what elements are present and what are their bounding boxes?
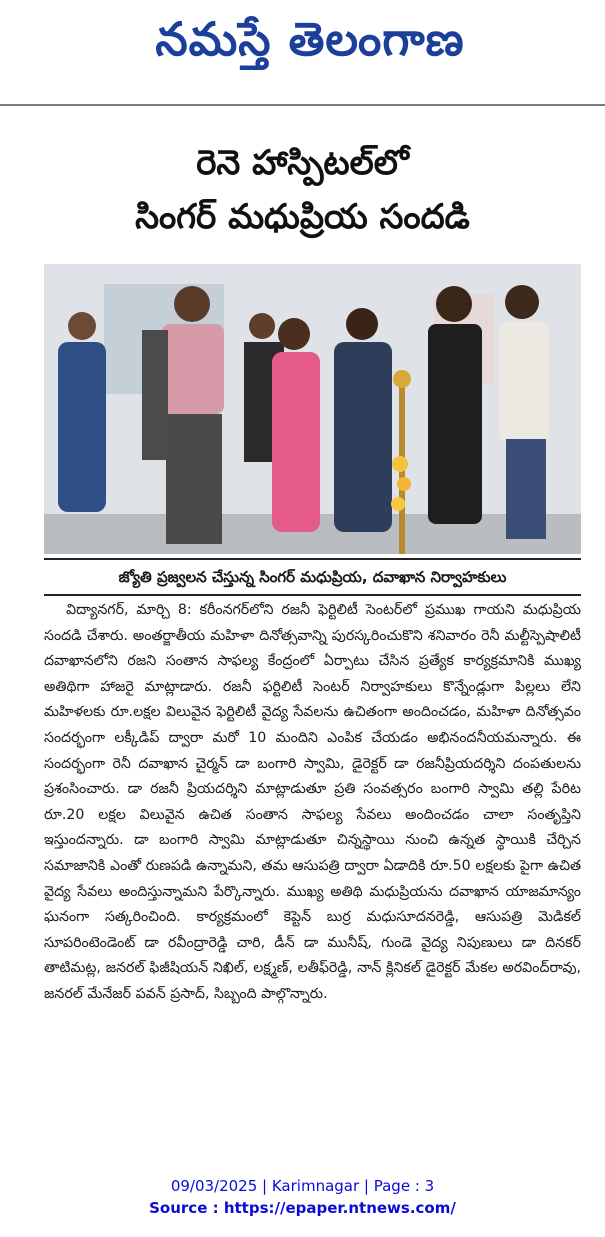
photo-illustration [44, 264, 581, 554]
article-paragraph: విద్యానగర్, మార్చి 8: కరీంనగర్‌లోని రజనీ ఫెర్టిలిటీ సెంటర్‌లో ప్రముఖ గాయని మధుప్రియ సందడి చేశారు. అంతర్జాతీయ మహిళా దినోత్సవాన్ని పురస్కరించుకొని శనివారం రెనీ మల్టీస్పెషాలిటీ దవాఖానలోని రజని సంతాన సాఫల్య కేంద్రంలో ఏర్పాటు చేసిన ప్రత్యేక కార్యక్రమానికి ముఖ్య అతిథిగా హాజరై మాట్లాడారు. రజనీ ఫర్టిలిటీ సెంటర్ నిర్వాహకులు కొన్నేండ్లుగా పిల్లలు లేని మహిళలకు రూ.లక్షల విలువైన ఫెర్టిలిటీ వైద్య సేవలను ఉచితంగా అందించడం, మహిళా దినోత్సవం సందర్భంగా లక్కీడిప్ ద్వారా మరో 10 మందిని ఎంపిక చేయడం అభినందనీయమన్నారు. ఈ సందర్భంగా రెనీ దవాఖాన చైర్మన్ డా బంగారి స్వామి, డైరెక్టర్ డా రజనీప్రియదర్శిని దంపతులను ప్రశంసించారు. డా రజనీ ప్రియదర్శిని మాట్లాడుతూ ప్రతి సంవత్సరం బంగారి స్వామి తల్లి పేరిట రూ.20 లక్షల విలువైన ఉచిత సంతాన సాఫల్య సేవలు అందించడం చాలా సంతృప్తిని ఇస్తుందన్నారు. డా బంగారి స్వామి మాట్లాడుతూ చిన్నస్థాయి నుంచి ఉన్నత స్థాయికి చేర్చిన సమాజానికి ఎంతో రుణపడి ఉన్నామని, తమ ఆసుపత్రి ద్వారా ఏడాదికి రూ.50 లక్షలకు పైగా ఉచిత వైద్య సేవలు అందిస్తున్నామని పేర్కొన్నారు. ముఖ్య అతిథి మధుప్రియను దవాఖాన యాజమాన్యం ఘనంగా సత్కరించింది. కార్యక్రమంలో కెప్టెన్ బుర్ర మధుసూదనరెడ్డి, ఆసుపత్రి మెడికల్ సూపరింటెండెంట్ డా రవీంద్రారెడ్డి చారి, డీన్ డా మునీష్, గుండె వైద్య నిపుణులు డా దినకర్ తాటిమట్ల, జనరల్ ఫిజీషియన్ నిఖిల్, లక్ష్మణ్, లతీఫ్‌రెడ్డి, నాన్ క్లినికల్ డైరెక్టర్ మేకల అరవింద్‌రావు, జనరల్ మేనేజర్ పవన్ ప్రసాద్, సిబ్బంది పాల్గొన్నారు. [44, 602, 581, 1002]
masthead-logo: నమస్తే తెలంగాణ [155, 12, 465, 66]
headline-line-2: సింగర్ మధుప్రియ సందడి [135, 197, 470, 237]
footer-meta: 09/03/2025 | Karimnagar | Page : 3 [170, 1177, 435, 1195]
article-body [44, 598, 581, 1158]
headline-line-1: రెనె హాస్పిటల్‌లో [196, 143, 409, 183]
masthead [0, 0, 605, 108]
photo-caption: జ్యోతి ప్రజ్వలన చేస్తున్న సింగర్ మధుప్రియ, దవాఖాన నిర్వాహకులు [44, 558, 581, 596]
masthead-divider [0, 104, 605, 106]
footer-source: Source : https://epaper.ntnews.com/ [149, 1199, 456, 1217]
news-photo [44, 264, 581, 554]
